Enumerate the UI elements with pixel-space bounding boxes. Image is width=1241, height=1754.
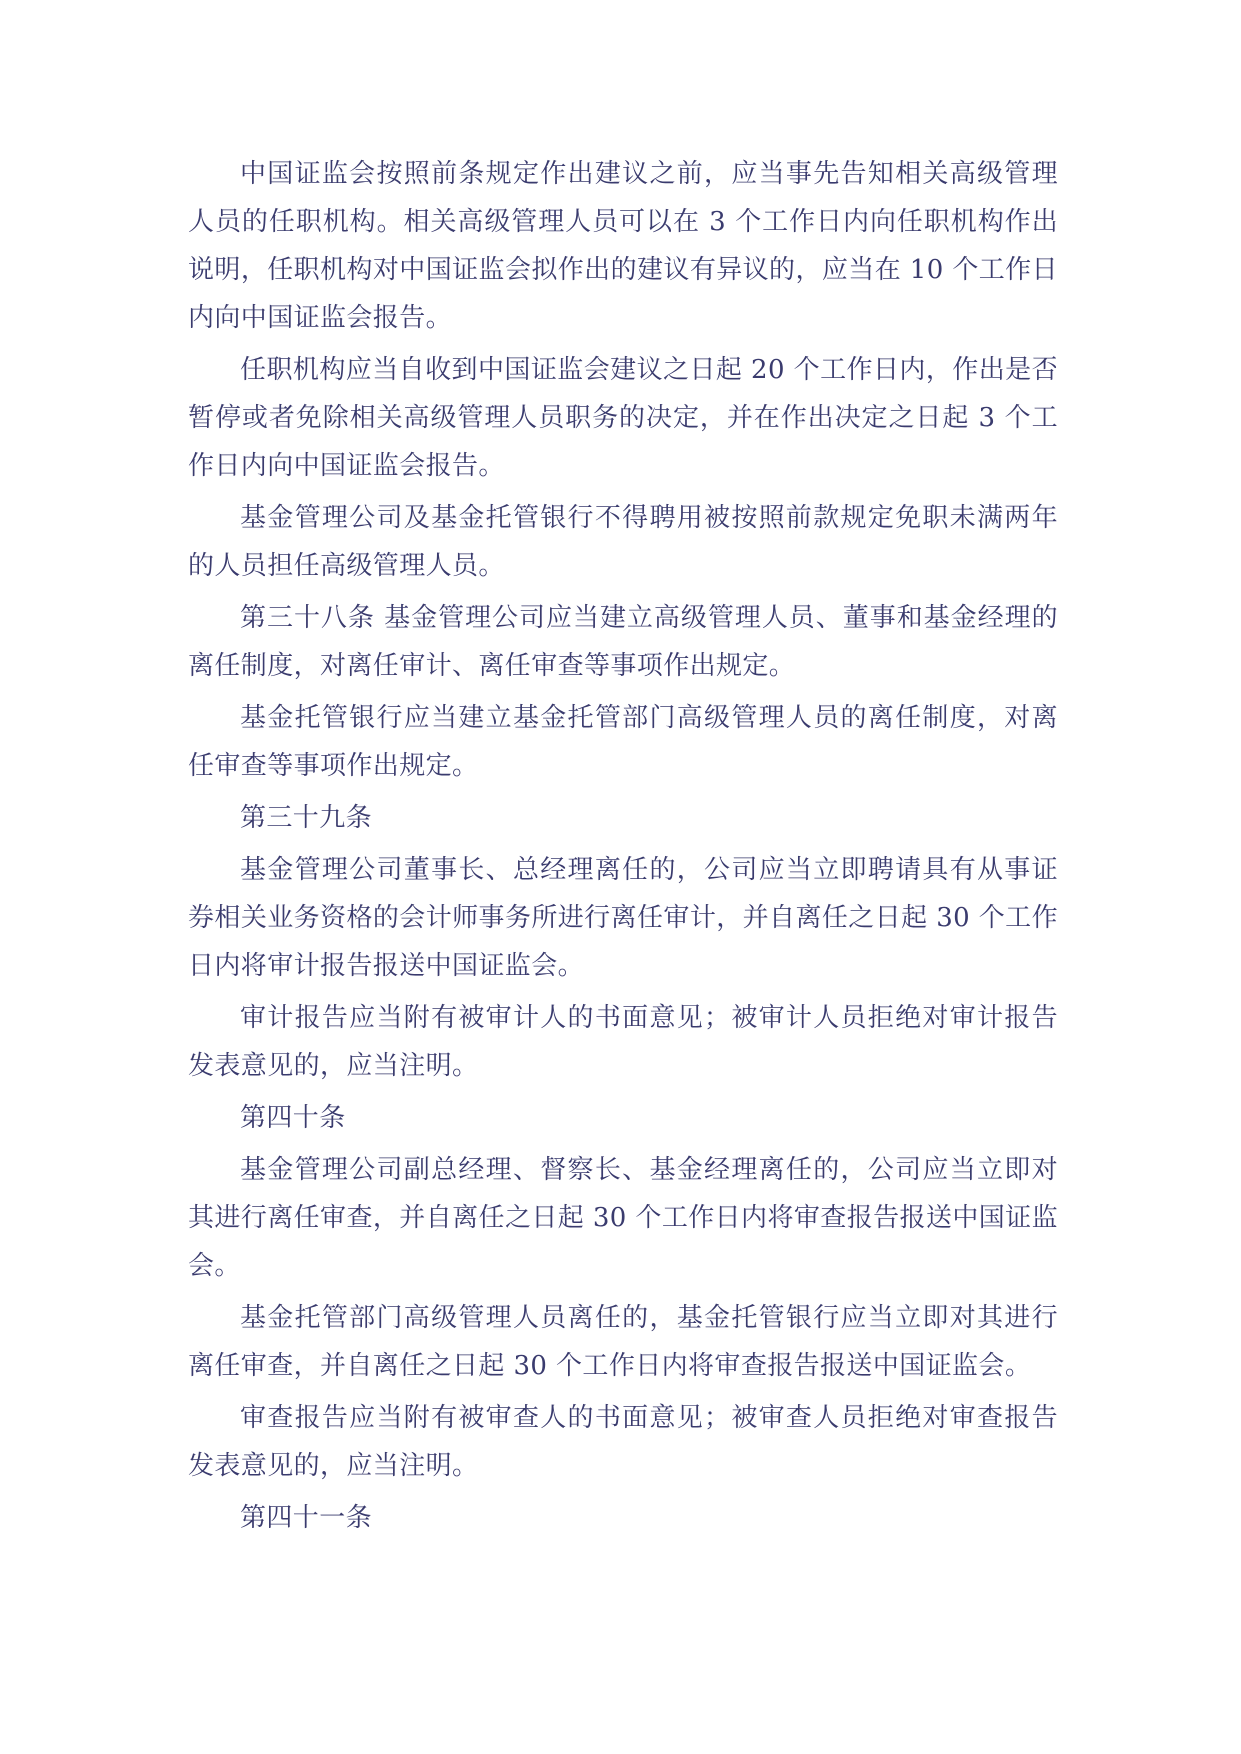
article-39-heading: 第三十九条 <box>240 803 373 833</box>
paragraph-hiring-restriction: 基金管理公司及基金托管银行不得聘用被按照前款规定免职未满两年的人员担任高级管理人员。 <box>188 503 1058 581</box>
paragraph-decision-deadline: 任职机构应当自收到中国证监会建议之日起 20 个工作日内，作出是否暂停或者免除相关高级管理人员职务的决定，并在作出决定之日起 3 个工作日内向中国证监会报告。 <box>188 355 1058 481</box>
document-body <box>188 150 1058 1546</box>
paragraph-suggestion-notice: 中国证监会按照前条规定作出建议之前，应当事先告知相关高级管理人员的任职机构。相关高级管理人员可以在 3 个工作日内向任职机构作出说明，任职机构对中国证监会拟作出的建议有异议的，应当在 10 个工作日内向中国证监会报告。 <box>188 159 1058 333</box>
paragraph-review-opinion: 审查报告应当附有被审查人的书面意见；被审查人员拒绝对审查报告发表意见的，应当注明。 <box>188 1403 1058 1481</box>
paragraph-custodian-review: 基金托管部门高级管理人员离任的，基金托管银行应当立即对其进行离任审查，并自离任之日起 30 个工作日内将审查报告报送中国证监会。 <box>188 1303 1058 1381</box>
article-38: 第三十八条 基金管理公司应当建立高级管理人员、董事和基金经理的离任制度，对离任审计、离任审查等事项作出规定。 <box>188 603 1058 681</box>
paragraph-departure-review: 基金管理公司副总经理、督察长、基金经理离任的，公司应当立即对其进行离任审查，并自离任之日起 30 个工作日内将审查报告报送中国证监会。 <box>188 1155 1058 1281</box>
paragraph-departure-audit: 基金管理公司董事长、总经理离任的，公司应当立即聘请具有从事证券相关业务资格的会计师事务所进行离任审计，并自离任之日起 30 个工作日内将审计报告报送中国证监会。 <box>188 855 1058 981</box>
paragraph-audit-opinion: 审计报告应当附有被审计人的书面意见；被审计人员拒绝对审计报告发表意见的，应当注明。 <box>188 1003 1058 1081</box>
article-41-heading: 第四十一条 <box>240 1503 373 1533</box>
paragraph-custodian-departure: 基金托管银行应当建立基金托管部门高级管理人员的离任制度，对离任审查等事项作出规定。 <box>188 703 1058 781</box>
article-40-heading: 第四十条 <box>240 1103 346 1133</box>
